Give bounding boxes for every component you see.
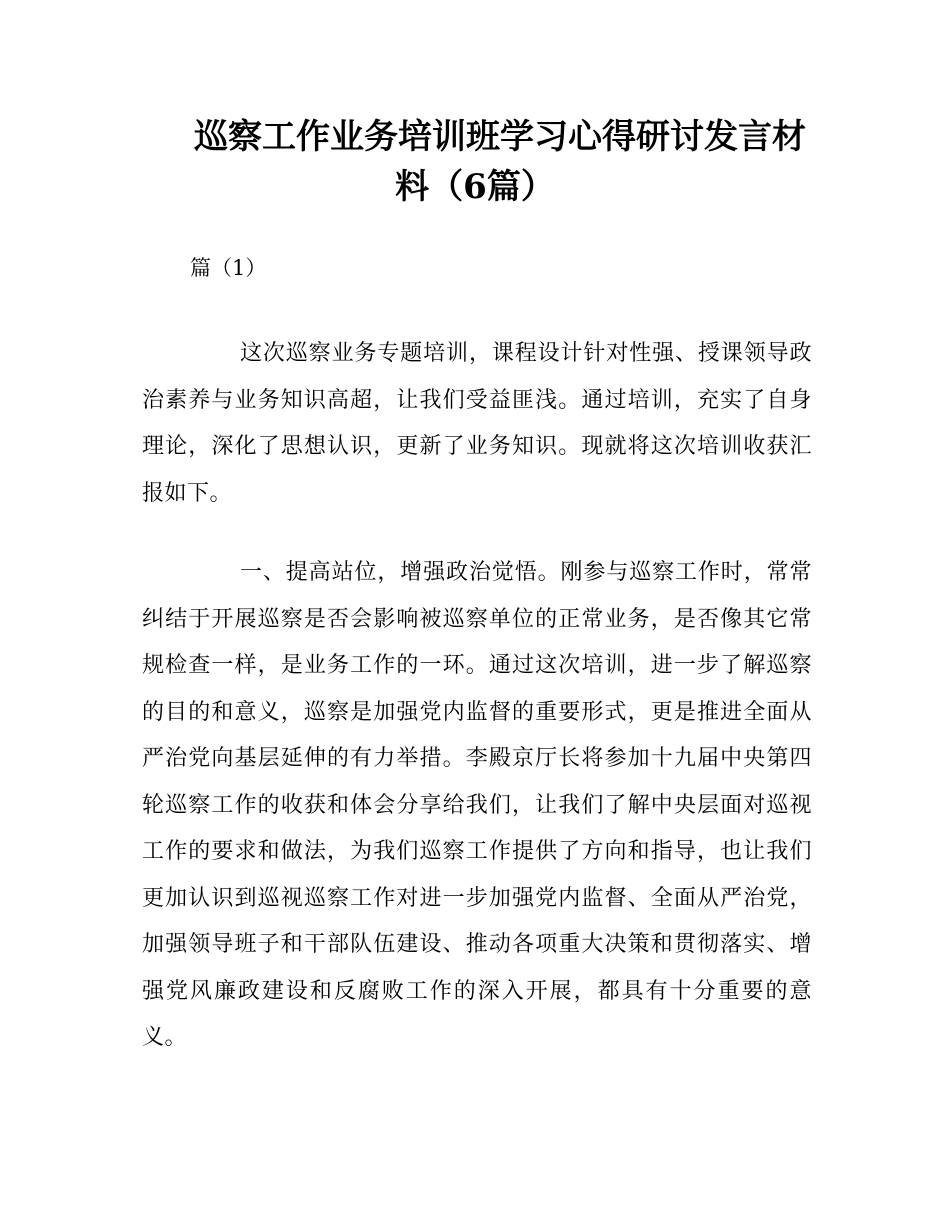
paragraph-point-one: 一、提高站位，增强政治觉悟。刚参与巡察工作时，常常纠结于开展巡察是否会影响被巡察单位的正常业务，是否像其它常规检查一样，是业务工作的一环。通过这次培训，进一步了解巡察的目的和意义，巡察是加强党内监督的重要形式，更是推进全面从严治党向基层延伸的有力举措。李殿京厅长将参加十九届中央第四轮巡察工作的收获和体会分享给我们，让我们了解中央层面对巡视工作的要求和做法，为我们巡察工作提供了方向和指导，也让我们更加认识到巡视巡察工作对进一步加强党内监督、全面从严治党，加强领导班子和干部队伍建设、推动各项重大决策和贯彻落实、增强党风廉政建设和反腐败工作的深入开展，都具有十分重要的意义。 xyxy=(142,560,812,1050)
document-title xyxy=(140,112,810,212)
title-line-2: 料（6篇） xyxy=(395,167,555,207)
title-line-1: 巡察工作业务培训班学习心得研讨发言材 xyxy=(194,117,806,157)
paragraph-intro: 这次巡察业务专题培训，课程设计针对性强、授课领导政治素养与业务知识高超，让我们受益匪浅。通过培训，充实了自身理论，深化了思想认识，更新了业务知识。现就将这次培训收获汇报如下。 xyxy=(142,341,812,506)
section-label: 篇（1） xyxy=(190,256,267,280)
